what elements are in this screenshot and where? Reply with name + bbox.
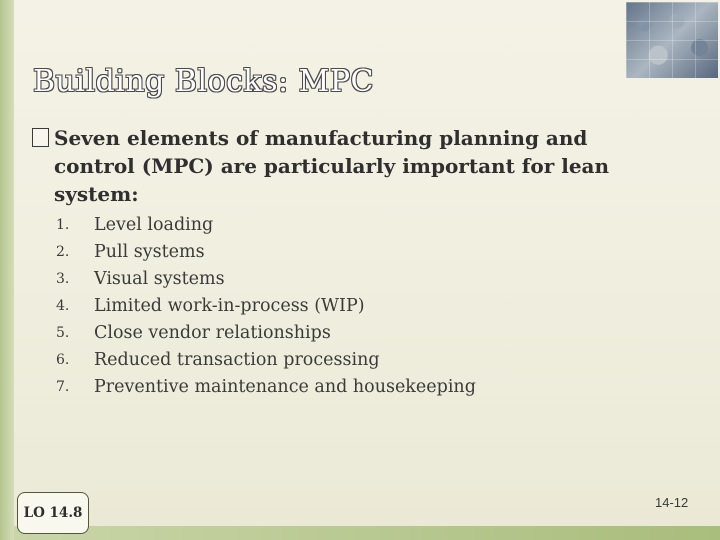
learning-objective-badge: LO 14.8 bbox=[17, 492, 89, 534]
list-item-text: Preventive maintenance and housekeeping bbox=[94, 377, 476, 397]
slide-title: Building Blocks: MPC bbox=[33, 64, 374, 99]
list-item-text: Visual systems bbox=[94, 269, 225, 289]
list-item-number: 4. bbox=[56, 298, 70, 314]
main-bullet-text: Seven elements of manufacturing planning and control (MPC) are particularly important for lean system: bbox=[54, 126, 610, 206]
slide-left-band bbox=[0, 0, 14, 540]
bullet-box-icon bbox=[32, 128, 49, 147]
list-item-number: 6. bbox=[56, 352, 70, 368]
list-item-number: 5. bbox=[56, 325, 70, 341]
list-item-text: Level loading bbox=[94, 215, 214, 235]
list-item-text: Limited work-in-process (WIP) bbox=[94, 296, 365, 316]
list-item-text: Pull systems bbox=[94, 242, 205, 262]
list-item-number: 2. bbox=[56, 244, 70, 260]
page-number: 14-12 bbox=[655, 495, 689, 510]
slide-bottom-bar bbox=[14, 526, 720, 540]
list-item-text: Close vendor relationships bbox=[94, 323, 331, 343]
list-item-number: 3. bbox=[56, 271, 70, 287]
header-photo-collage bbox=[626, 2, 718, 78]
list-item-number: 1. bbox=[56, 217, 70, 233]
list-item-number: 7. bbox=[56, 379, 70, 395]
list-item-text: Reduced transaction processing bbox=[94, 350, 380, 370]
main-bullet bbox=[32, 124, 632, 208]
